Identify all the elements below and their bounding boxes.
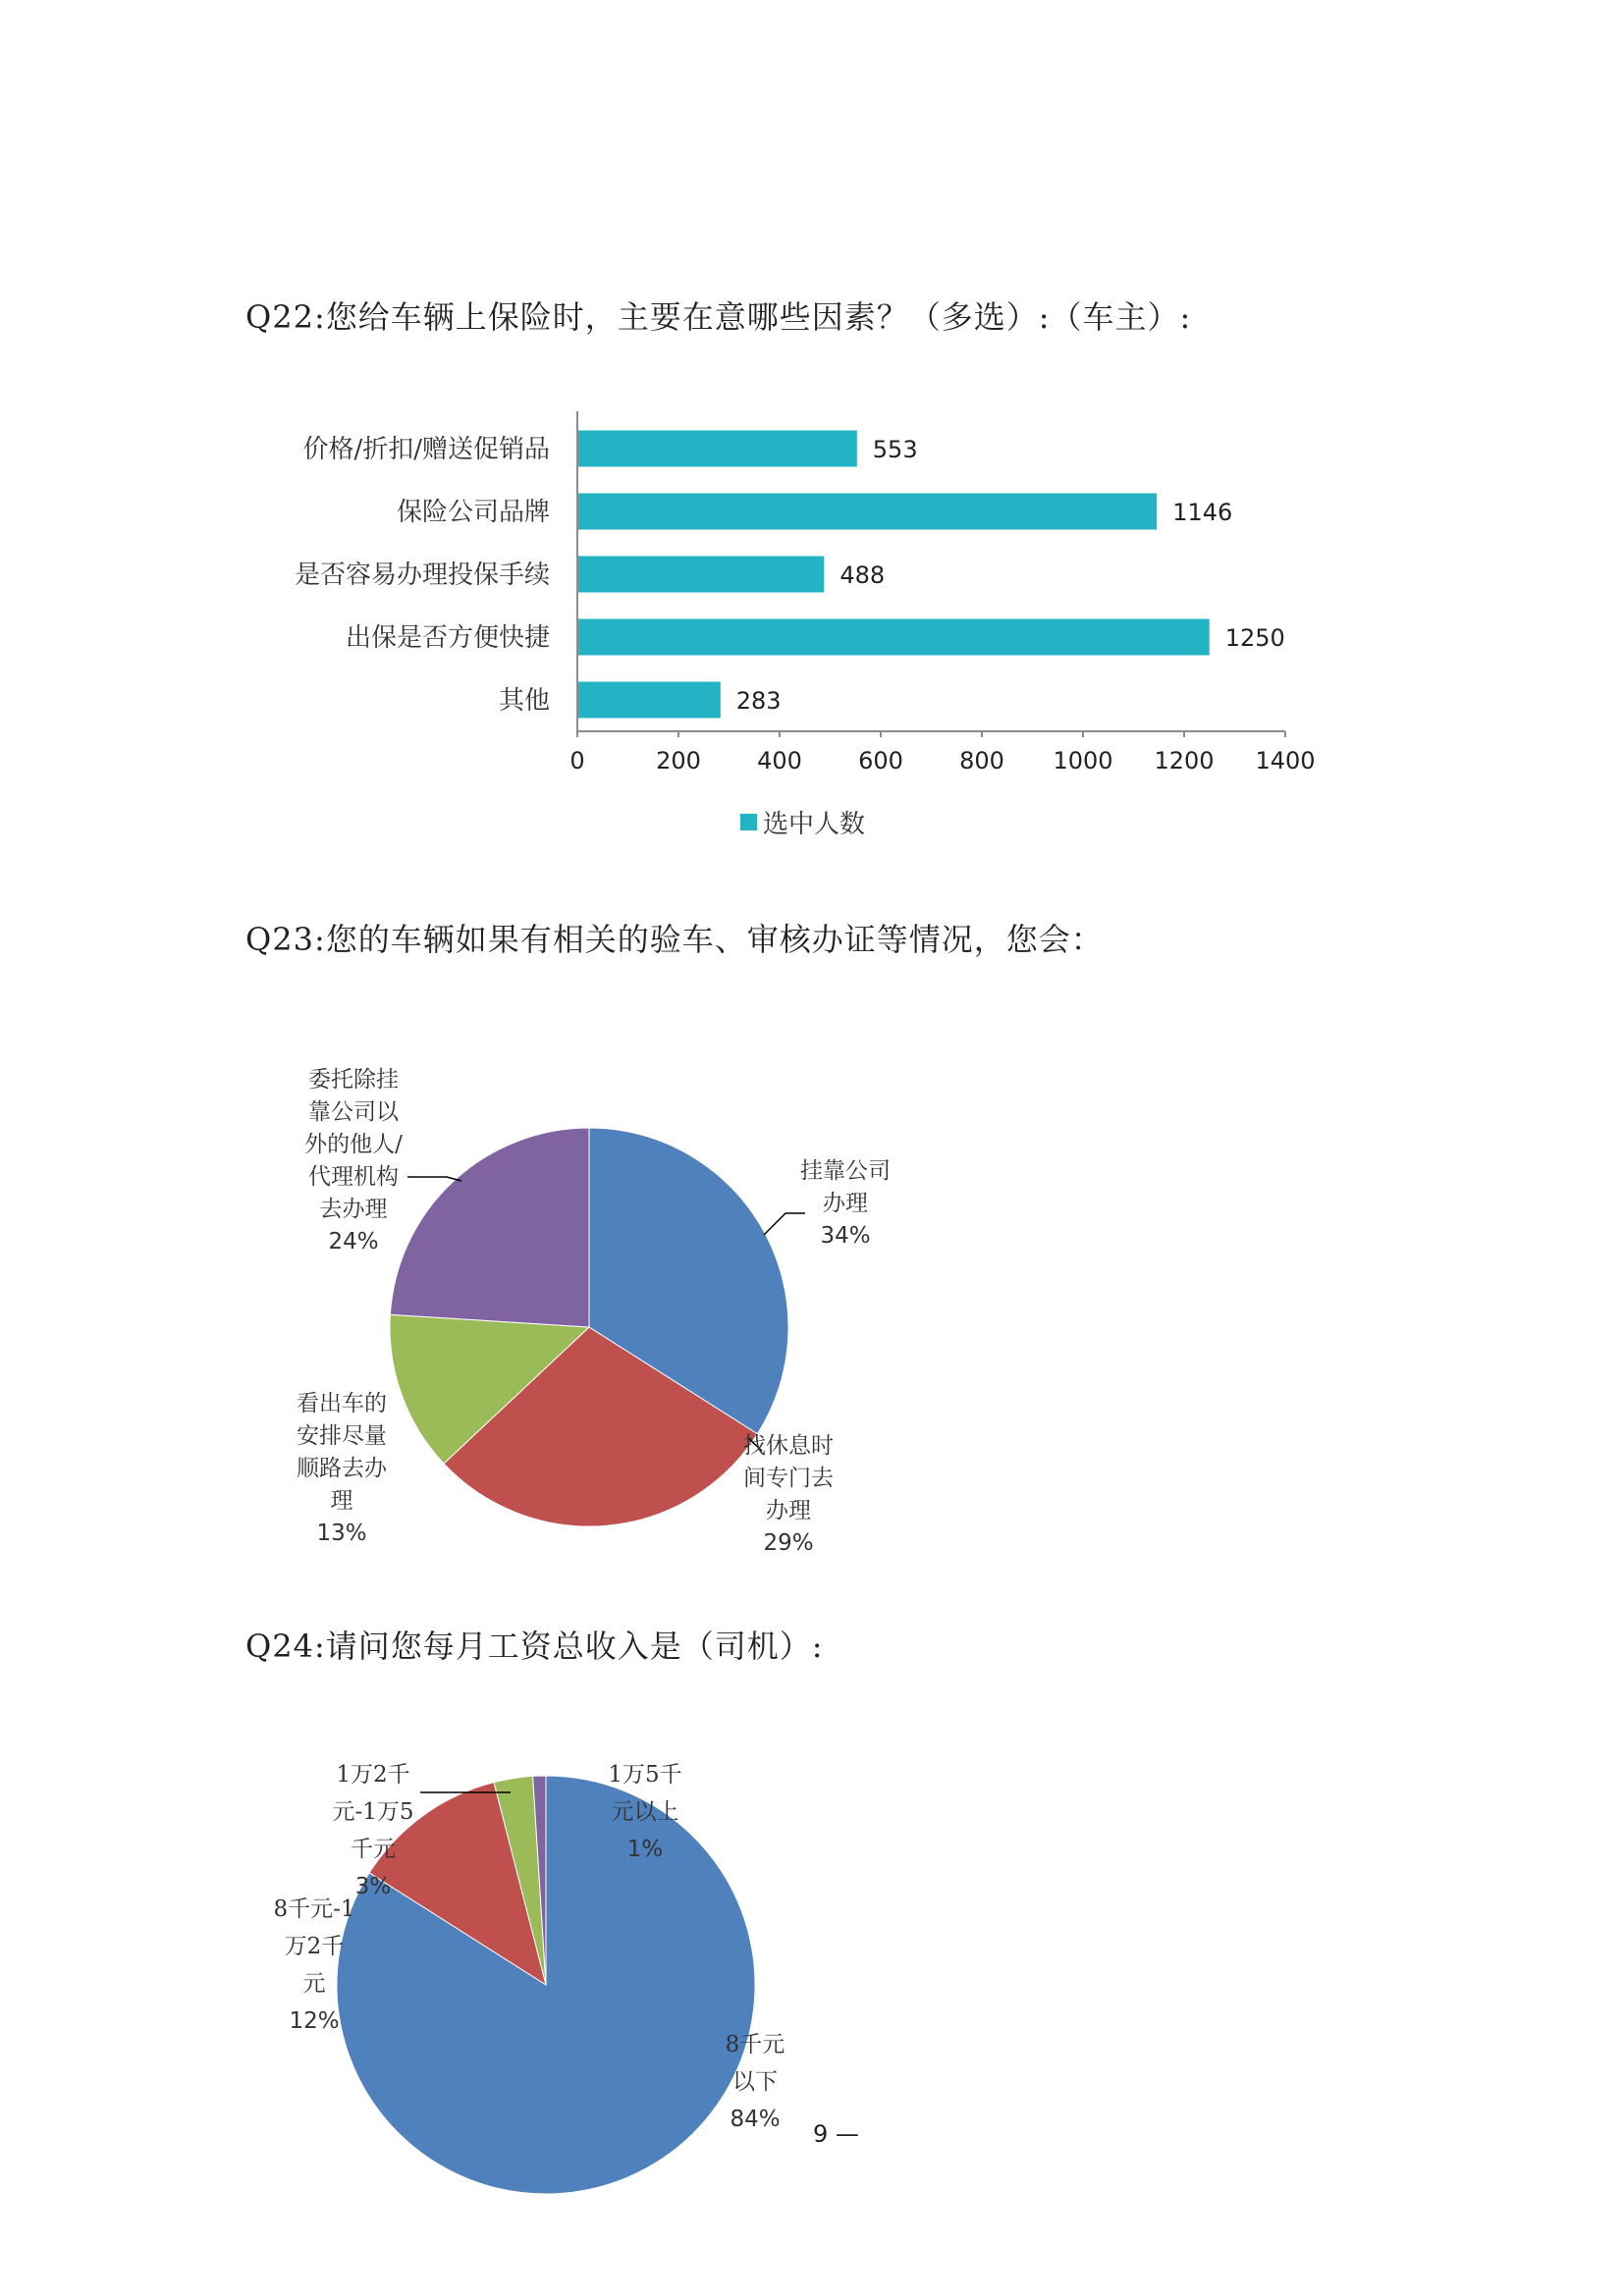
pie-pct-label-3: 1% — [626, 1837, 664, 1862]
category-label-3: 出保是否方便快捷 — [345, 623, 550, 653]
pie-chart-q24 — [273, 1762, 785, 2194]
bar-value-label-4: 283 — [735, 687, 782, 715]
leader-line-3 — [407, 1177, 461, 1181]
pie-label-1-line-1: 万2千 — [284, 1934, 345, 1959]
bar-value-label-2: 488 — [839, 561, 886, 589]
pie-label-3-line-3: 代理机构 — [308, 1164, 399, 1190]
x-tick-label-1: 200 — [656, 747, 701, 774]
pie-label-2-line-0: 看出车的 — [297, 1391, 387, 1416]
category-label-0: 价格/折扣/赠送促销品 — [302, 435, 550, 464]
pie-label-1-line-0: 8千元-1 — [273, 1896, 355, 1922]
bar-4 — [577, 682, 721, 719]
category-label-2: 是否容易办理投保手续 — [294, 561, 550, 590]
pie-label-0-line-1: 以下 — [732, 2069, 778, 2095]
pie-label-0-line-1: 办理 — [823, 1191, 868, 1216]
pie-slice-3 — [390, 1128, 589, 1327]
pie-label-2-line-0: 1万2千 — [336, 1762, 410, 1788]
pie-pct-label-2: 3% — [354, 1874, 392, 1899]
pie-label-3-line-1: 靠公司以 — [308, 1099, 399, 1125]
bar-value-label-3: 1250 — [1224, 624, 1285, 652]
bar-chart-q22 — [295, 411, 1316, 839]
x-tick-label-2: 400 — [757, 747, 802, 774]
pie-pct-label-2: 13% — [316, 1521, 367, 1546]
bar-0 — [577, 431, 857, 467]
bar-2 — [577, 557, 824, 593]
pie-pct-label-0: 34% — [820, 1223, 871, 1249]
question-q22: Q22:您给车辆上保险时，主要在意哪些因素？（多选）:（车主）: — [245, 298, 1192, 336]
bar-value-label-1: 1146 — [1172, 499, 1233, 526]
pie-label-1-line-2: 元 — [302, 1971, 326, 1997]
category-label-1: 保险公司品牌 — [396, 498, 550, 527]
x-tick-label-6: 1200 — [1154, 747, 1215, 774]
pie-label-2-line-3: 理 — [330, 1488, 353, 1514]
leader-line-0 — [764, 1213, 805, 1235]
x-tick-label-4: 800 — [959, 747, 1004, 774]
bar-1 — [577, 494, 1157, 530]
pie-label-3-line-4: 去办理 — [319, 1197, 388, 1222]
legend-swatch — [740, 814, 757, 830]
pie-label-1-line-1: 间专门去 — [743, 1466, 834, 1491]
x-tick-label-3: 600 — [858, 747, 903, 774]
x-tick-label-5: 1000 — [1053, 747, 1113, 774]
pie-label-1-line-2: 办理 — [766, 1498, 811, 1523]
bar-3 — [577, 619, 1210, 656]
pie-label-0-line-0: 8千元 — [725, 2032, 785, 2057]
x-tick-label-0: 0 — [569, 747, 585, 774]
x-tick-label-7: 1400 — [1255, 747, 1316, 774]
page-number-fragment: 9 — — [813, 2120, 859, 2148]
pie-label-0-line-0: 挂靠公司 — [800, 1158, 891, 1184]
pie-pct-label-1: 29% — [763, 1530, 814, 1556]
pie-label-3-line-2: 外的他人/ — [304, 1132, 403, 1157]
category-label-4: 其他 — [498, 686, 550, 716]
pie-pct-label-3: 24% — [328, 1229, 379, 1255]
pie-pct-label-0: 84% — [730, 2107, 781, 2132]
pie-label-2-line-1: 元-1万5 — [332, 1799, 414, 1825]
pie-label-2-line-1: 安排尽量 — [297, 1423, 387, 1449]
legend-label: 选中人数 — [763, 810, 866, 839]
question-q24: Q24:请问您每月工资总收入是（司机）: — [245, 1628, 824, 1665]
pie-label-3-line-0: 1万5千 — [608, 1762, 682, 1788]
bar-value-label-0: 553 — [872, 436, 918, 463]
pie-label-3-line-0: 委托除挂 — [308, 1067, 399, 1093]
question-q23: Q23:您的车辆如果有相关的验车、审核办证等情况，您会： — [245, 921, 1104, 958]
pie-label-1-line-0: 找休息时 — [743, 1433, 834, 1459]
pie-pct-label-1: 12% — [289, 2008, 340, 2034]
pie-label-3-line-1: 元以上 — [611, 1799, 679, 1825]
pie-chart-q23 — [297, 1067, 891, 1556]
pie-label-2-line-2: 千元 — [351, 1837, 396, 1862]
pie-label-2-line-2: 顺路去办 — [297, 1456, 387, 1481]
